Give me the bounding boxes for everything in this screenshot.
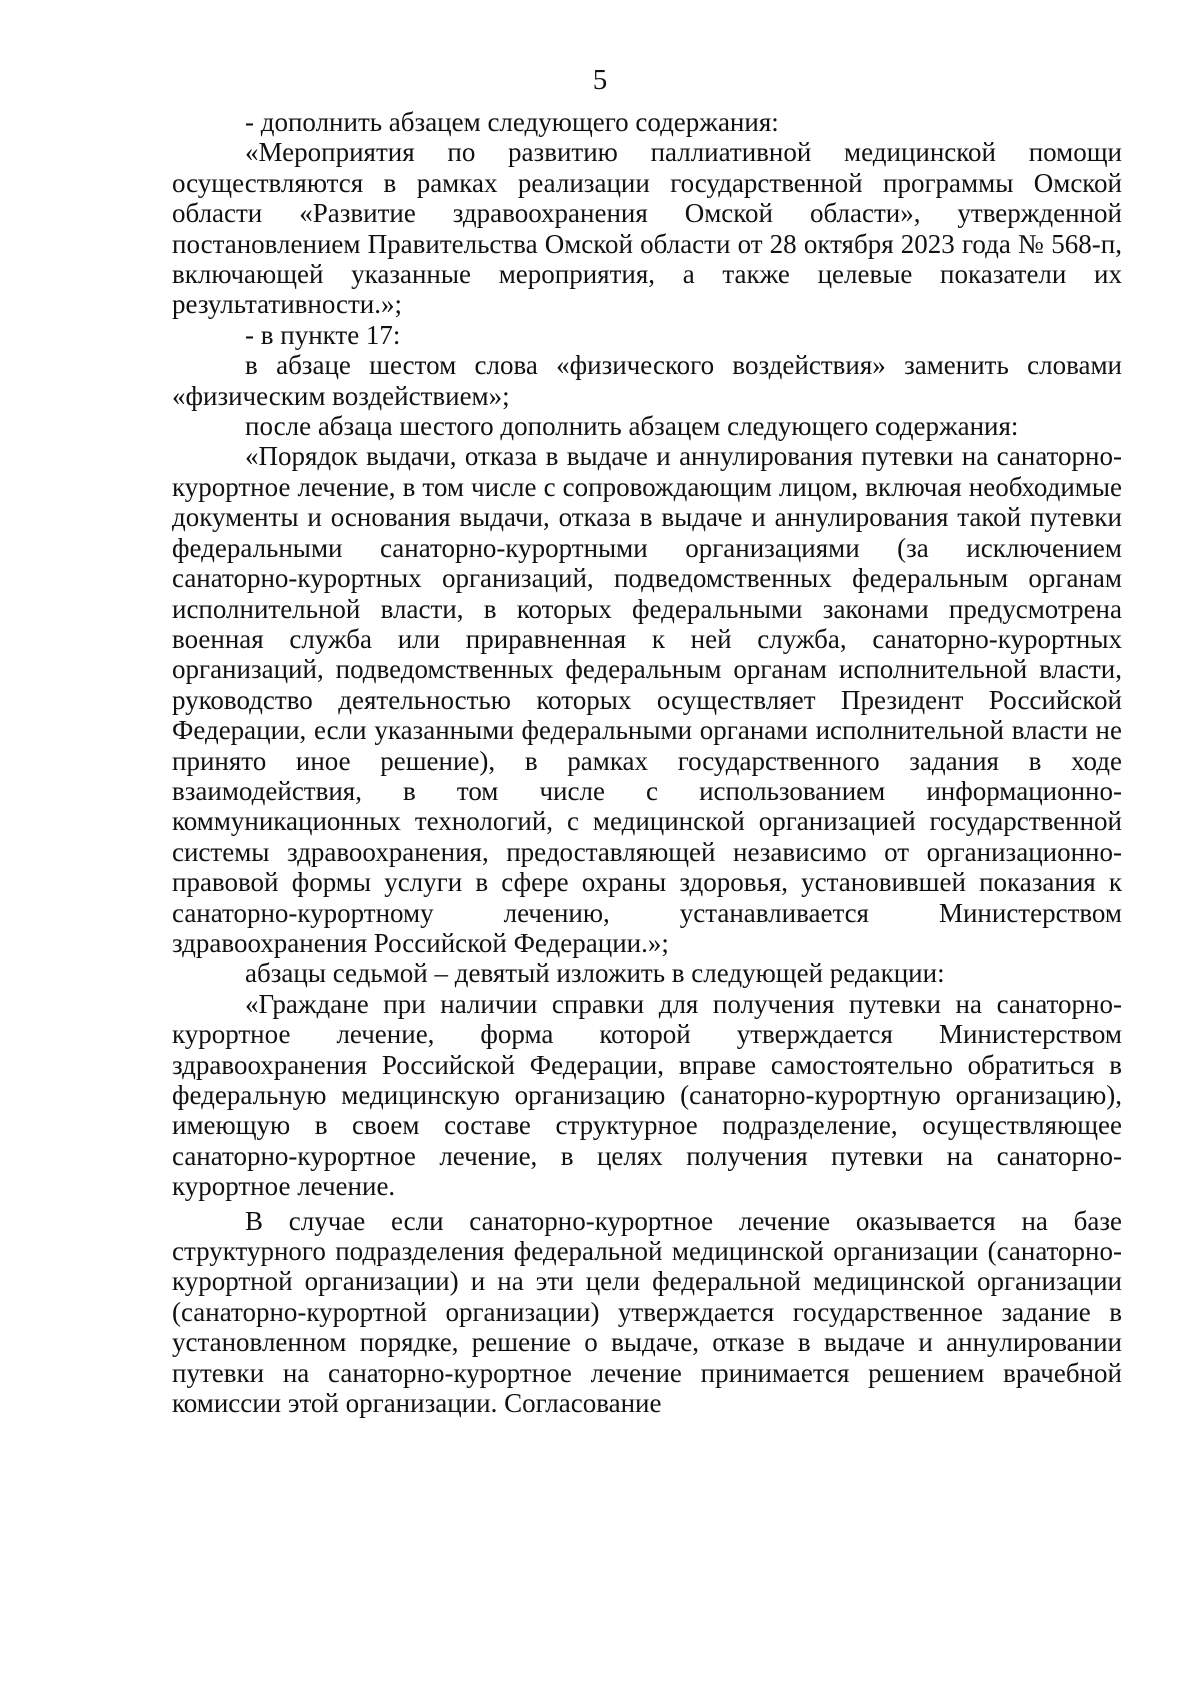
paragraph-citizens-certificate: «Граждане при наличии справки для получения путевки на санаторно-курортное лечение, форма которой утверждается Министерством здравоохранения Российской Федерации, вправе самостоятельно обратиться в федеральную медицинскую организацию (санаторно-курортную организацию), имеющую в своем составе структурное подразделение, осуществляющее санаторно-курортное лечение, в целях получения путевки на санаторно-курортное лечение. [172,988,1122,1202]
page-number: 5 [592,64,608,96]
paragraph-after-sixth: после абзаца шестого дополнить абзацем следующего содержания: [245,411,1019,442]
paragraph-sixth-replace: в абзаце шестом слова «физического воздействия» заменить словами «физическим воздействием»; [172,350,1122,411]
paragraph-seventh-ninth: абзацы седьмой – девятый изложить в следующей редакции: [245,958,945,989]
paragraph-voucher-procedure: «Порядок выдачи, отказа в выдаче и аннулирования путевки на санаторно-курортное лечение, в том числе с сопровождающим лицом, включая необходимые документы и основания выдачи, отказа в выдаче и аннулирования такой путевки федеральными санаторно-курортными организациями (за исключением санаторно-курортных организаций, подведомственных федеральным органам исполнительной власти, в которых федеральными законами предусмотрена военная служба или приравненная к ней служба, санаторно-курортных организаций, подведомственных федеральным органам исполнительной власти, руководство деятельностью которых осуществляет Президент Российской Федерации, если указанными федеральными органами исполнительной власти не принято иное решение), в рамках государственного задания в ходе взаимодействия, в том числе с использованием информационно-коммуникационных технологий, с медицинской организацией государственной системы здравоохранения, предоставляющей независимо от организационно-правовой формы услуги в сфере охраны здоровья, установившей показания к санаторно-курортному лечению, устанавливается Министерством здравоохранения Российской Федерации.»; [172,441,1122,958]
paragraph-amendment-intro: - дополнить абзацем следующего содержания: [245,107,779,137]
paragraph-item-17: - в пункте 17: [245,319,401,350]
paragraph-palliative-care: «Мероприятия по развитию паллиативной медицинской помощи осуществляются в рамках реализации государственной программы Омской области «Развитие здравоохранения Омской области», утвержденной постановлением Правительства Омской области от 28 октября 2023 года № 568-п, включающей указанные мероприятия, а также целевые показатели их результативности.»; [172,137,1122,320]
paragraph-structural-unit: В случае если санаторно-курортное лечение оказывается на базе структурного подразделения федеральной медицинской организации (санаторно-курортной организации) и на эти цели федеральной медицинской организации (санаторно-курортной организации) утверждается государственное задание в установленном порядке, решение о выдаче, отказе в выдаче и аннулировании путевки на санаторно-курортное лечение принимается решением врачебной комиссии этой организации. Согласование [172,1205,1122,1419]
document-body [172,107,1122,1418]
